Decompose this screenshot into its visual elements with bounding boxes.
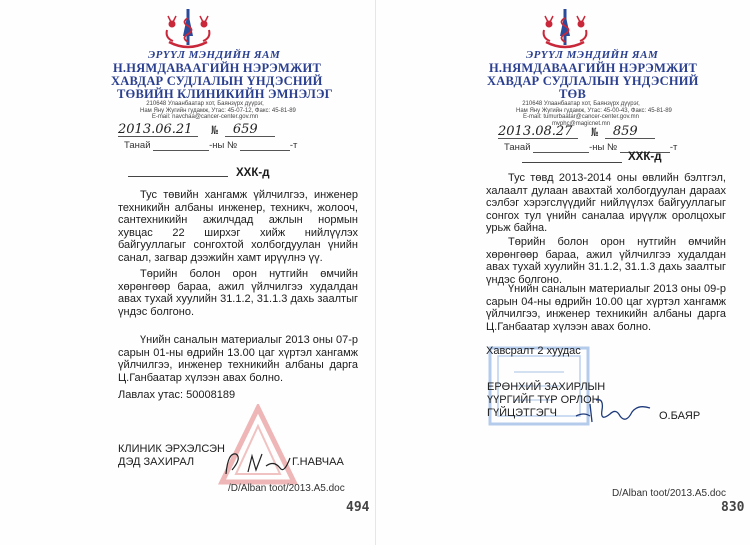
ref-mid-label: -ны №: [589, 142, 618, 153]
signatory-title-line-2: ДЭД ЗАХИРАЛ: [118, 456, 195, 468]
signatory-title-line-3: ГҮЙЦЭТГЭГЧ: [487, 407, 557, 419]
body-paragraph-2: Төрийн болон орон нутгийн өмчийн хөрөнгөөр бараа, ажил үйлчилгээ худалдан авах тухай хуулийн 31.1.2, 31.1.3 дахь заалтыг үндэс болгоно.: [486, 236, 726, 286]
handwritten-date: 2013.08.27: [498, 124, 573, 139]
ref-label: Танай: [124, 140, 151, 151]
recipient: ХХК-д: [236, 167, 270, 179]
address-line: 210648 Улаанбаатар хот, Баянзүрх дүүрэг,: [146, 101, 264, 107]
ref-mid-label: -ны №: [209, 140, 238, 151]
recipient-blank-line: [522, 162, 622, 163]
signatory-name: О.БАЯР: [659, 410, 701, 422]
handwritten-signature: [574, 394, 654, 428]
handwritten-number: 659: [232, 122, 258, 137]
page-number: 830: [721, 500, 745, 515]
signatory-title-line-1: КЛИНИК ЭРХЭЛСЭН: [118, 443, 225, 455]
attachment-line: Хавсралт 2 хуудас: [486, 345, 581, 357]
body-paragraph-1: Тус төвд 2013-2014 оны өвлийн бэлтгэл, халаалт дулаан авахтай холбогдуулан дараах сэлбэг хэрэгслүүдийг нийлүүлэх байгууллагыг сонгох тул үнийн саналаа ирүүлж оролцохыг урьж байна.: [486, 172, 726, 235]
handwritten-date: 2013.06.21: [118, 122, 193, 137]
address-line: E-mail: tumurbaatar@cancer-center.gov.mn: [522, 114, 640, 121]
org-name-line-1: Н.НЯМДАВААГИЙН НЭРЭМЖИТ: [489, 61, 698, 75]
medical-emblem-icon: [540, 8, 590, 52]
address-line: Нам Яну Жугийн гудамж, Утас: 45-07-12, Факс: 45-81-89: [140, 107, 296, 114]
letter-right: [375, 0, 750, 545]
body-paragraph-2: Төрийн болон орон нутгийн өмчийн хөрөнгөөр бараа, ажил үйлчилгээ худалдан авах тухай хуулийн 31.1.2, 31.1.3 дахь заалтыг үндэс болгоно.: [118, 268, 358, 318]
org-name-line-2: ХАВДАР СУДЛАЛЫН ҮНДЭСНИЙ: [487, 74, 699, 88]
signatory-name: Г.НАВЧАА: [292, 456, 344, 468]
document-reference: D/Alban toot/2013.A5.doc: [612, 488, 726, 499]
org-name-line-3: ТӨВИЙН КЛИНИКИЙН ЭМНЭЛЭГ: [117, 87, 333, 101]
reference-line: [124, 140, 297, 151]
org-name-line-1: Н.НЯМДАВААГИЙН НЭРЭМЖИТ: [113, 61, 322, 75]
ref-end-label: -т: [669, 142, 678, 153]
signatory-title: [118, 443, 225, 469]
address-line: mvphc@magicnet.mn: [551, 120, 611, 127]
phone-line: Лавлах утас: 50008189: [118, 389, 236, 401]
address-block: [140, 101, 296, 121]
medical-emblem-icon: [163, 8, 213, 52]
recipient: ХХК-д: [628, 151, 662, 163]
signatory-title-line-1: ЕРӨНХИЙ ЗАХИРЛЫН: [487, 381, 606, 393]
address-line: E-mail: navchaa@cancer-center.gov.mn: [151, 114, 259, 121]
page-number: 494: [346, 500, 370, 515]
body-paragraph-1: Тус төвийн хангамж үйлчилгээ, инженер техникийн албаны инженер, техникч, жолооч, сантехникийн ажилчдад ажлын нормын хувцас 22 ширхэг хийж нийлүүлэх байгууллагыг сонгохтой холбогдуулан үнийн санал, загвар дээжийн хамт ирүүлнэ үү.: [118, 189, 358, 264]
org-name-line-3: ТӨВ: [559, 87, 586, 101]
ref-end-label: -т: [289, 140, 298, 151]
body-paragraph-3: Үнийн саналын материалыг 2013 оны 09-р сарын 04-ны өдрийн 10.00 цаг хүртэл хангамж үйлчилгээ, инженер техникийн албаны дарга Ц.Ганбаатар хүлээн авах болно.: [486, 283, 726, 333]
org-name-line-2: ХАВДАР СУДЛАЛЫН ҮНДЭСНИЙ: [111, 74, 323, 88]
number-label: №: [590, 125, 598, 139]
body-paragraph-3: Үнийн саналын материалыг 2013 оны 07-р сарын 01-ны өдрийн 13.00 цаг хүртэл хангамж үйлчилгээ, инженер техникийн албаны дарга Ц.Ганбаатар хүлээн авах болно.: [118, 334, 358, 384]
date-number-line: [498, 125, 655, 139]
handwritten-number: 859: [612, 124, 638, 139]
ministry-name: ЭРҮҮЛ МЭНДИЙН ЯАМ: [526, 49, 659, 61]
ref-label: Танай: [504, 142, 531, 153]
signatory-title-line-2: ҮҮРГИЙГ ТҮР ОРЛОН: [487, 394, 600, 406]
document-reference: /D/Alban toot/2013.A5.doc: [228, 483, 345, 494]
address-line: 210648 Улаанбаатар хот, Баянзүрх дүүрэг,: [522, 101, 640, 107]
address-line: Нам Яну Жугийн гудамж, Утас: 45-00-43, Факс: 45-81-89: [516, 107, 672, 114]
number-label: №: [210, 123, 218, 137]
ministry-name: ЭРҮҮЛ МЭНДИЙН ЯАМ: [148, 49, 281, 61]
recipient-blank-line: [128, 176, 228, 177]
date-number-line: [118, 123, 275, 137]
handwritten-signature: [222, 448, 292, 478]
